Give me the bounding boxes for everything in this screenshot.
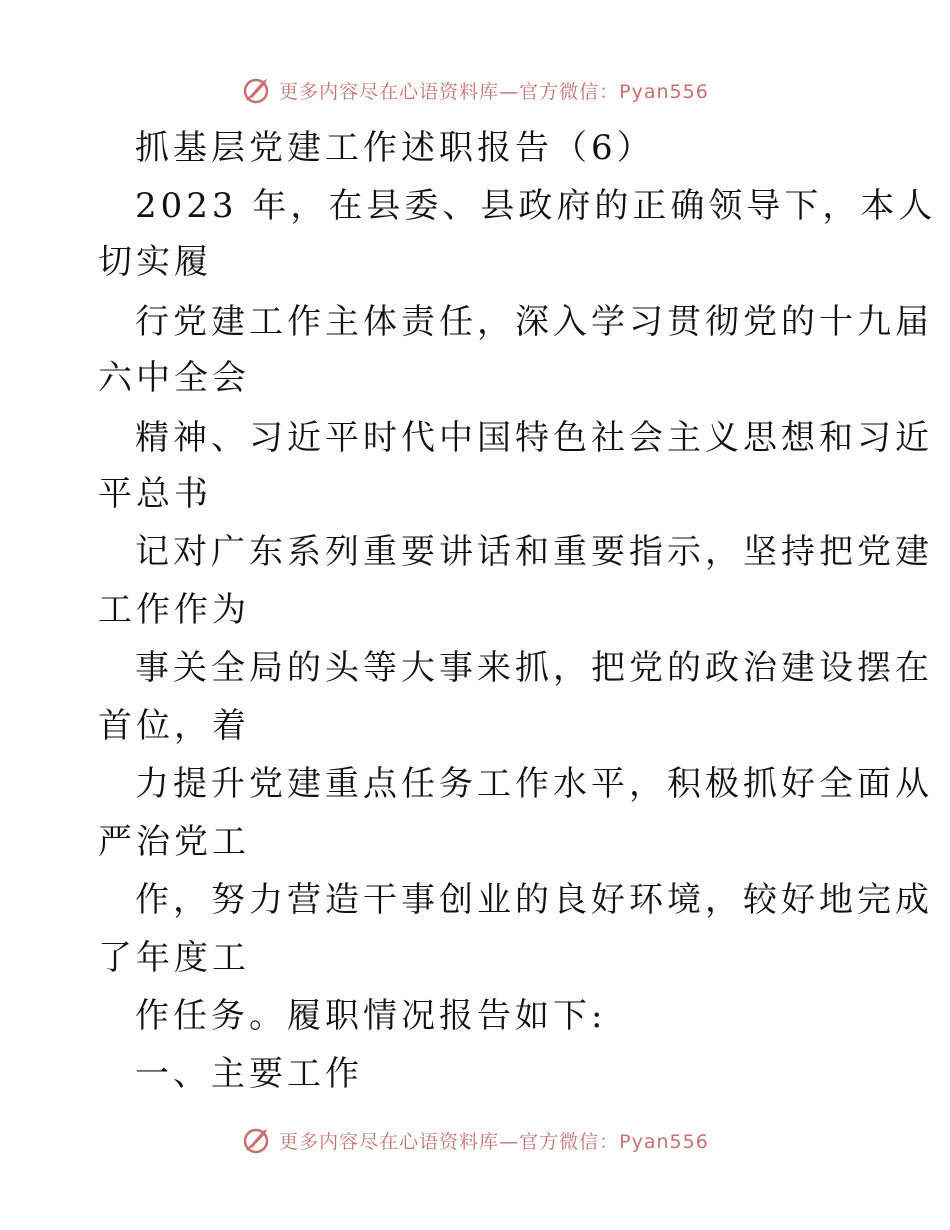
- paragraph-line: 了年度工: [98, 938, 250, 978]
- paragraph-line: 平总书: [98, 474, 212, 514]
- paragraph-line: 事关全局的头等大事来抓，把党的政治建设摆在: [135, 648, 933, 688]
- footer-slogan: 更多内容尽在心语资料库—官方微信：Pyan556: [279, 1130, 709, 1153]
- paragraph-line: 作任务。履职情况报告如下:: [135, 996, 607, 1036]
- quill-seal-icon: [241, 74, 273, 106]
- paragraph-line: 2023 年，在县委、县政府的正确领导下，本人: [135, 186, 937, 226]
- paragraph-line: 行党建工作主体责任，深入学习贯彻党的十九届: [135, 302, 933, 342]
- paragraph-line: 切实履: [98, 242, 212, 282]
- paragraph-line: 精神、习近平时代中国特色社会主义思想和习近: [135, 418, 933, 458]
- document-title: 抓基层党建工作述职报告（6）: [135, 128, 655, 168]
- paragraph-line: 工作作为: [98, 590, 250, 630]
- header-slogan: 更多内容尽在心语资料库—官方微信：Pyan556: [279, 80, 709, 103]
- footer-banner: [0, 1120, 950, 1160]
- paragraph-line: 力提升党建重点任务工作水平，积极抓好全面从: [135, 764, 933, 804]
- paragraph-line: 六中全会: [98, 358, 250, 398]
- section-heading: 一、主要工作: [135, 1054, 363, 1094]
- paragraph-line: 首位，着: [98, 706, 250, 746]
- paragraph-line: 严治党工: [98, 822, 250, 862]
- paragraph-line: 作，努力营造干事创业的良好环境，较好地完成: [135, 880, 933, 920]
- header-banner: [0, 70, 950, 110]
- paragraph-line: 记对广东系列重要讲话和重要指示，坚持把党建: [135, 532, 933, 572]
- quill-seal-icon: [241, 1124, 273, 1156]
